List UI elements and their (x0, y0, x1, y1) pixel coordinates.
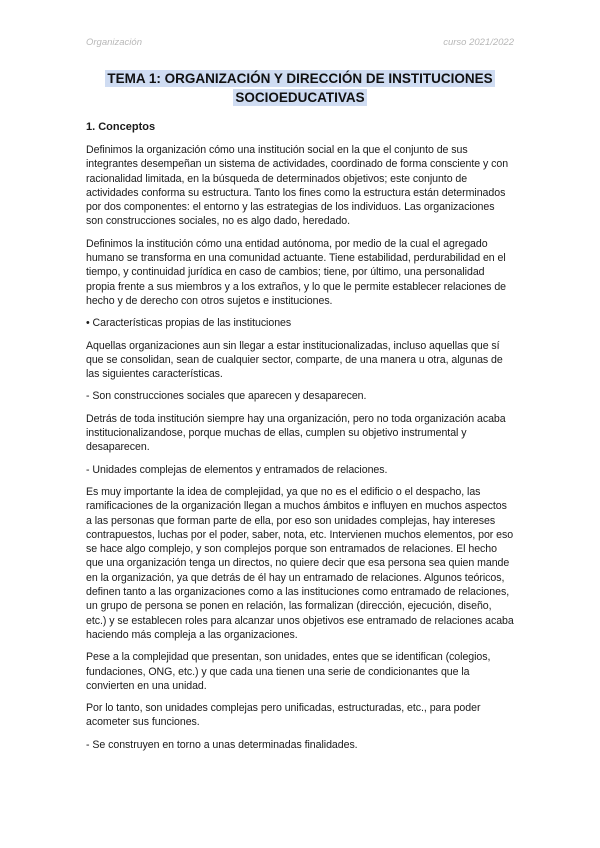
item-finalidades: - Se construyen en torno a unas determinadas finalidades. (86, 738, 358, 751)
title-line-2: SOCIOEDUCATIVAS (235, 90, 365, 105)
paragraph-detras: Detrás de toda institución siempre hay una organización, pero no toda organización acaba institucionalizandose, porque muchas de ellas, cumplen su objetivo instrumental y desaparecen. (86, 412, 506, 454)
header-subject: Organización (86, 37, 142, 48)
paragraph-complejidad: Es muy importante la idea de complejidad, ya que no es el edificio o el despacho, las ramificaciones de la organización llegan a muchos ámbitos e influyen en muchos aspectos a las personas que forman parte de ella, por eso son unidades complejas, hay intereses contrapuestos, luchas por el poder, saber, nota, etc. Intervienen muchos elementos, por eso se hace algo complejo, y son complejos porque son entramados de relaciones. El hecho que una organización tenga un directos, no quiere decir que esa persona sea quien mande en la organización, ya que detrás de él hay un entramado de relaciones. Algunos teóricos, definen tanto a las organizaciones como a las instituciones como entramado de relaciones, un grupo de persona se ponen en relación, las formalizan (dirección, ejecución, diseño, etc.) y se establecen roles para alcanzar unos objetivos ese entramado de relaciones acaba haciendo más compleja a las organizaciones. (86, 485, 514, 641)
paragraph-por-lo-tanto: Por lo tanto, son unidades complejas pero unificadas, estructuradas, etc., para poder acometer sus funciones. (86, 702, 481, 729)
item-unidades-complejas: - Unidades complejas de elementos y entramados de relaciones. (86, 463, 388, 476)
title-line-1: TEMA 1: ORGANIZACIÓN Y DIRECCIÓN DE INSTITUCIONES (107, 71, 493, 86)
paragraph-caracteristicas: Aquellas organizaciones aun sin llegar a estar institucionalizadas, incluso aquellas que sí que se consolidan, sean de cualquier sector, comparte, de una manera u otra, algunas de las siguientes características. (86, 339, 503, 381)
document-body (86, 69, 514, 760)
page-header (86, 37, 514, 48)
item-construcciones-sociales: - Son construcciones sociales que aparecen y desaparecen. (86, 390, 367, 403)
paragraph-unidades: Pese a la complejidad que presentan, son unidades, entes que se identifican (colegios, fundaciones, ONG, etc.) y que cada una tienen una serie de condicionantes que la convierten en una unidad. (86, 651, 491, 692)
document-title (86, 69, 514, 107)
paragraph-organizacion: Definimos la organización cómo una institución social en la que el conjunto de sus integrantes desempeñan un sistema de actividades, coordinado de forma consciente y con racionalidad limitada, en la búsqueda de determinados objetivos; este conjunto de actividades conforma su estructura. Tanto los fines como la estructura están determinados por dos componentes: el entorno y las estrategias de los individuos. Las organizaciones son construcciones sociales, no es algo dado, heredado. (86, 144, 509, 228)
header-course: curso 2021/2022 (443, 37, 514, 48)
paragraph-institucion: Definimos la institución cómo una entidad autónoma, por medio de la cual el agregado humano se transforma en una comunidad actuante. Tiene estabilidad, perdurabilidad en el tiempo, y continuidad jurídica en caso de cambios; tiene, por último, una personalidad propia frente a sus miembros y a los extraños, y lo que le permite establecer relaciones de hecho y de derecho con otros sujetos e instituciones. (86, 237, 507, 307)
section-heading: 1. Conceptos (86, 121, 156, 133)
bullet-caracteristicas: • Características propias de las instituciones (86, 317, 292, 330)
